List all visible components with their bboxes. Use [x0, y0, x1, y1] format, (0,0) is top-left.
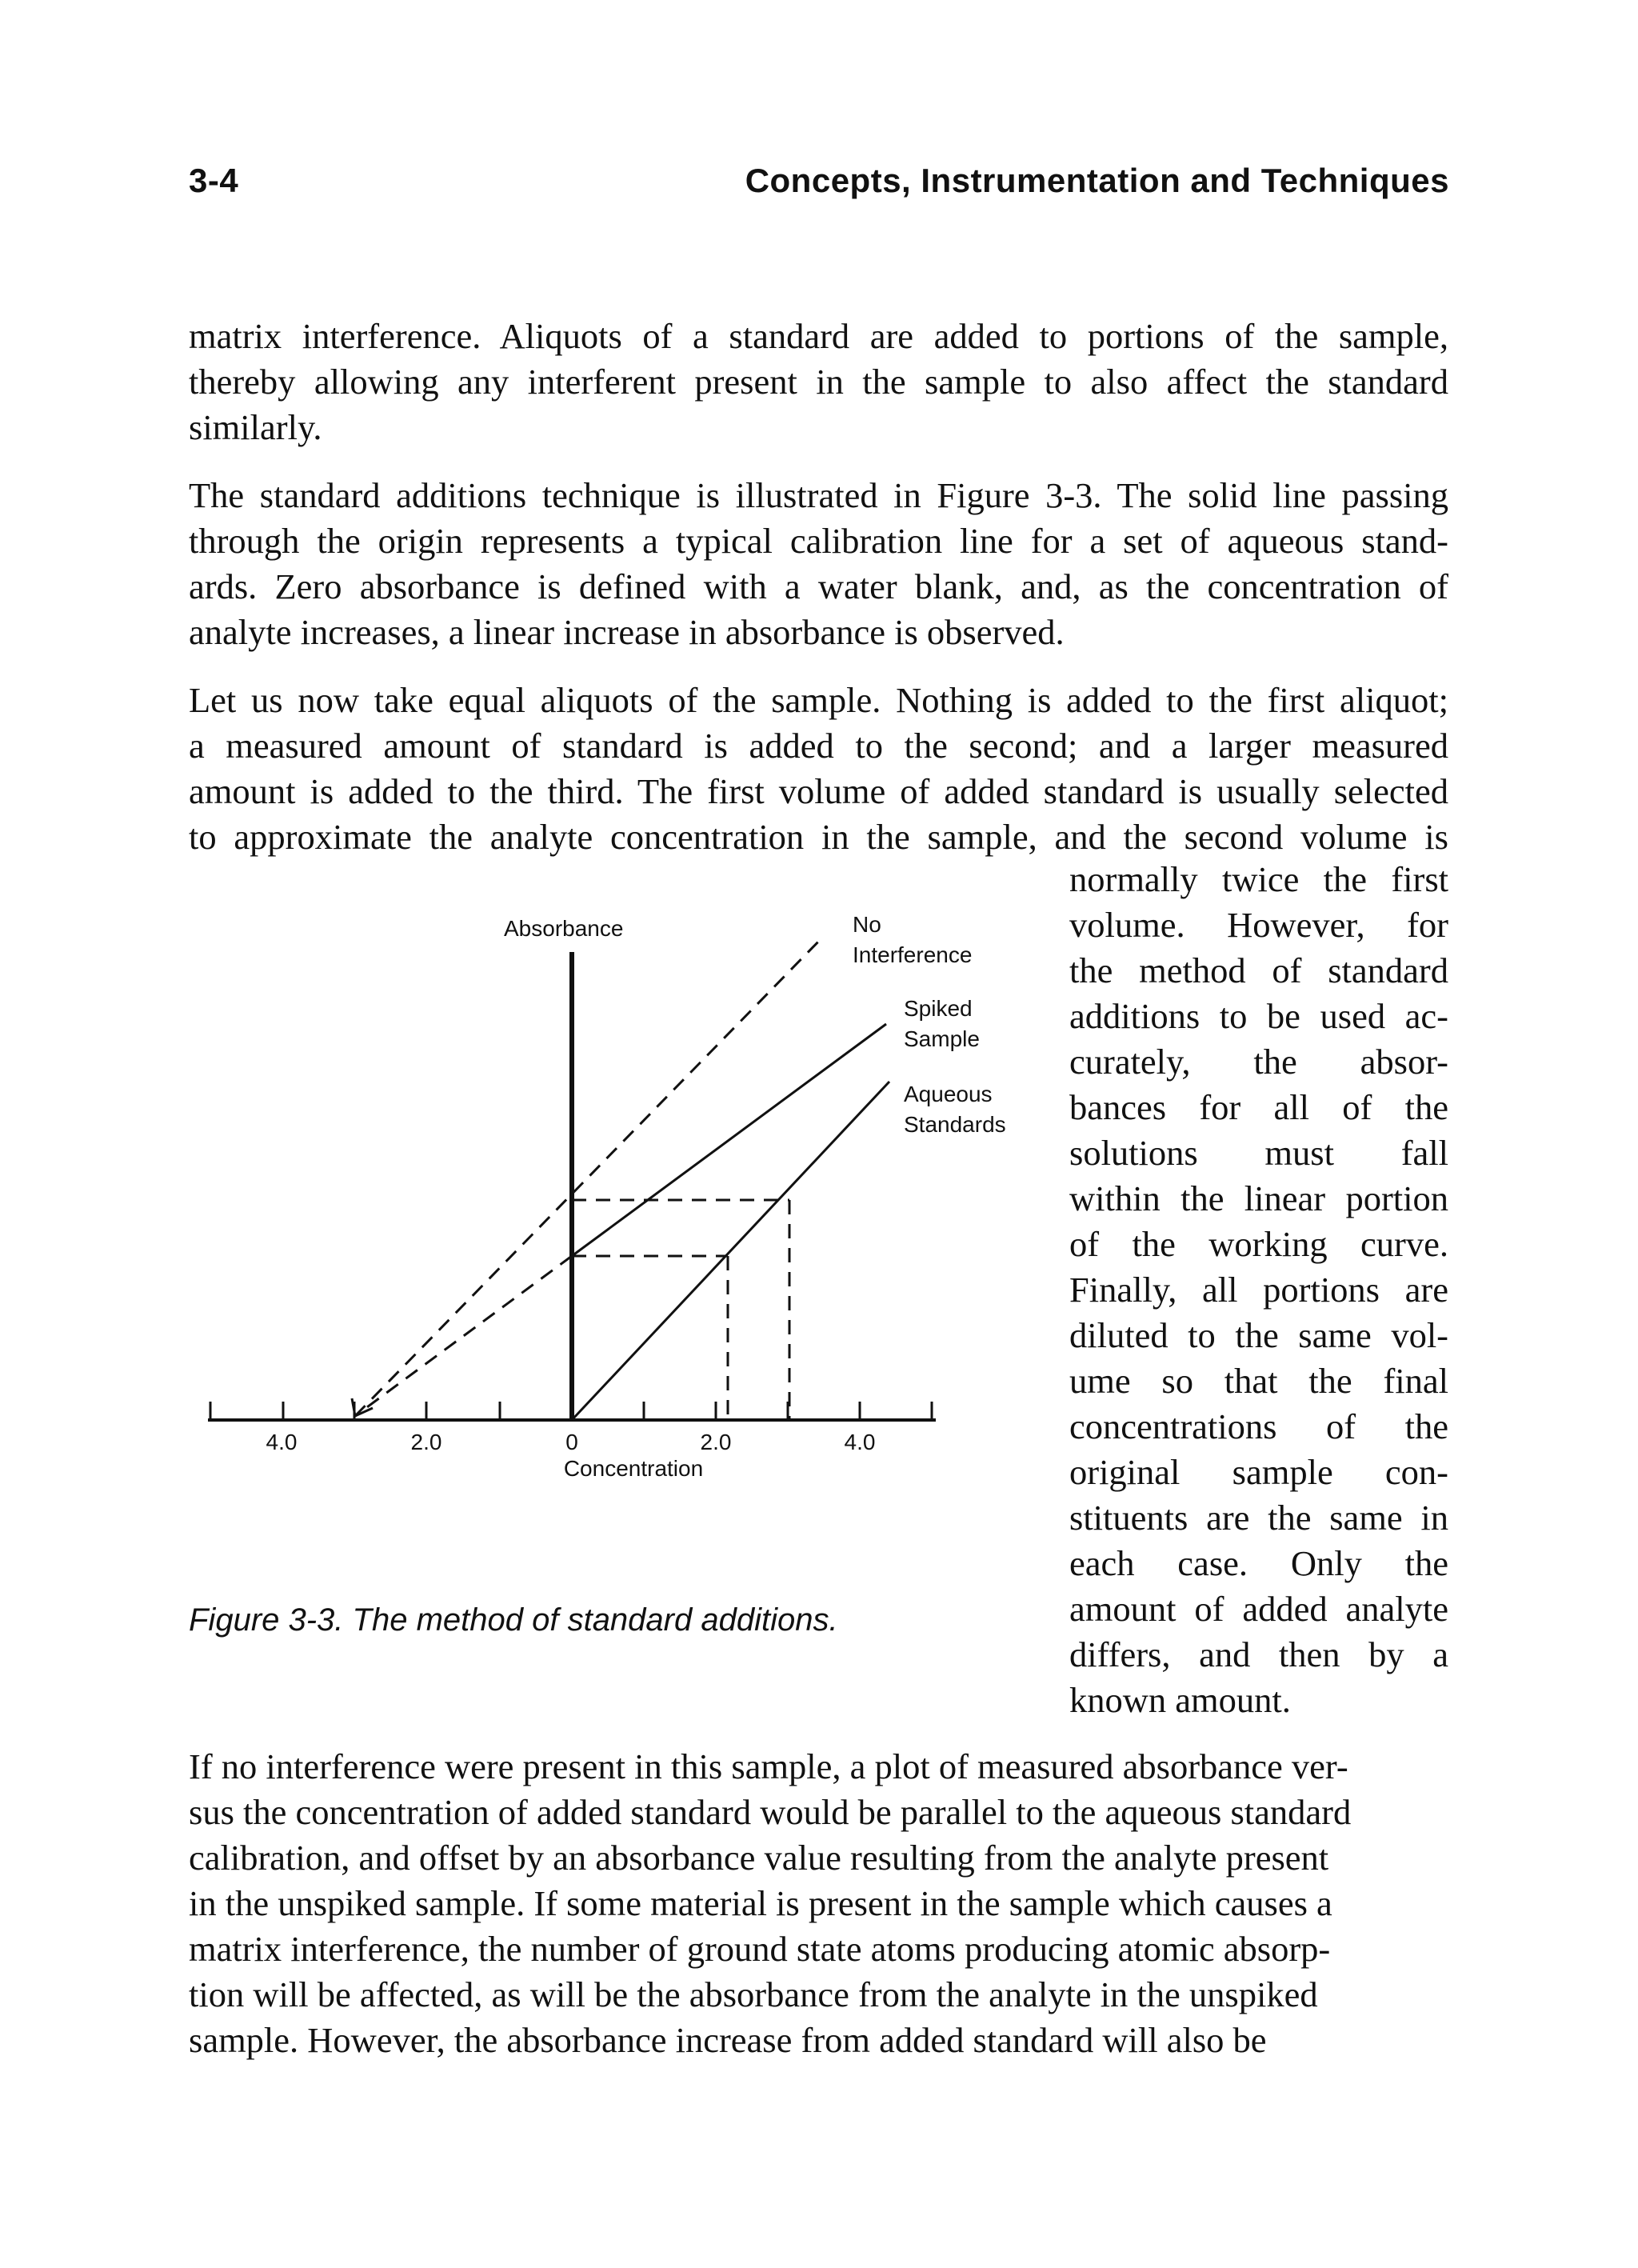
side-text-line: Finally, all portions are: [1069, 1270, 1448, 1310]
paragraph-1: [189, 314, 1448, 450]
aqueous-standards-line: [572, 1082, 889, 1420]
side-text-line: volume. However, for: [1069, 905, 1448, 945]
spiked-sample-label-1: Spiked: [904, 996, 973, 1021]
side-text-line: concentrations of the: [1069, 1406, 1448, 1446]
page-number: 3-4: [189, 162, 239, 199]
side-text-line: stituents are the same in: [1069, 1498, 1448, 1538]
no-interference-label-2: Interference: [853, 942, 973, 967]
text-line: sample. However, the absorbance increase from added standard will also be: [189, 2020, 1267, 2060]
no-interference-line: [355, 936, 824, 1416]
side-text-line: each case. Only the: [1069, 1543, 1448, 1583]
text-line: sus the concentration of added standard would be parallel to the aqueous standard: [189, 1792, 1352, 1832]
side-text-line: amount of added analyte: [1069, 1589, 1448, 1629]
side-text-line: diluted to the same vol-: [1069, 1315, 1448, 1355]
text-line: matrix interference. Aliquots of a standard are added to portions of the sample,: [189, 316, 1448, 356]
text-line: a measured amount of standard is added to the second; and a larger measured: [189, 726, 1448, 766]
closing-paragraph: [189, 1744, 1448, 2063]
text-line: similarly.: [189, 407, 322, 447]
side-text-line: differs, and then by a: [1069, 1634, 1448, 1674]
x-tick-label: 2.0: [700, 1430, 732, 1454]
text-line: in the unspiked sample. If some material is present in the sample which causes a: [189, 1883, 1332, 1923]
text-line: The standard additions technique is illustrated in Figure 3-3. The solid line passing: [189, 475, 1448, 515]
side-text-line: bances for all of the: [1069, 1087, 1448, 1127]
running-title: Concepts, Instrumentation and Techniques: [745, 162, 1449, 199]
no-interference-label-1: No: [853, 912, 881, 937]
x-tick-label: 4.0: [266, 1430, 298, 1454]
standard-additions-chart: [184, 904, 1032, 1528]
spiked-sample-line: [572, 1024, 886, 1256]
x-tick-label: 4.0: [844, 1430, 876, 1454]
aqueous-standards-label-1: Aqueous: [904, 1082, 993, 1106]
figure-caption: Figure 3-3. The method of standard additions.: [189, 1602, 838, 1638]
side-text-line: additions to be used ac-: [1069, 996, 1448, 1036]
side-text-line: of the working curve.: [1069, 1224, 1448, 1264]
text-line: amount is added to the third. The first volume of added standard is usually selected: [189, 771, 1448, 811]
text-line: through the origin represents a typical calibration line for a set of aqueous stand-: [189, 521, 1448, 561]
spiked-sample-label-2: Sample: [904, 1026, 980, 1051]
x-tick-label: 2.0: [410, 1430, 442, 1454]
side-text-line: normally twice the first: [1069, 859, 1448, 899]
paragraph-3: [189, 678, 1448, 860]
y-axis-label: Absorbance: [504, 916, 624, 941]
side-text: [1069, 857, 1448, 1723]
side-text-line: solutions must fall: [1069, 1133, 1448, 1173]
side-text-line: original sample con-: [1069, 1452, 1448, 1492]
text-line: to approximate the analyte concentration in the sample, and the second volume is: [189, 817, 1448, 857]
text-line: Let us now take equal aliquots of the sample. Nothing is added to the first aliquot;: [189, 680, 1448, 720]
text-line: tion will be affected, as will be the absorbance from the analyte in the unspiked: [189, 1974, 1318, 2014]
paragraph-2: [189, 473, 1448, 655]
figure-3-3: [184, 904, 1032, 1528]
text-line: calibration, and offset by an absorbance value resulting from the analyte present: [189, 1838, 1329, 1878]
text-line: thereby allowing any interferent present in the sample to also affect the standard: [189, 362, 1448, 402]
spiked-extrapolation-line: [355, 1256, 572, 1416]
text-line: If no interference were present in this sample, a plot of measured absorbance ver-: [189, 1746, 1348, 1786]
text-line: matrix interference, the number of ground state atoms producing atomic absorp-: [189, 1929, 1331, 1969]
aqueous-standards-label-2: Standards: [904, 1112, 1006, 1137]
x-tick-label: 0: [565, 1430, 578, 1454]
side-text-line: curately, the absor-: [1069, 1042, 1448, 1082]
text-line: analyte increases, a linear increase in absorbance is observed.: [189, 612, 1065, 652]
side-text-line: within the linear portion: [1069, 1178, 1448, 1218]
side-text-line: ume so that the final: [1069, 1361, 1448, 1401]
x-axis-label: Concentration: [563, 1456, 704, 1481]
text-line: ards. Zero absorbance is defined with a water blank, and, as the concentration of: [189, 566, 1448, 606]
side-text-line: known amount.: [1069, 1680, 1291, 1720]
side-text-line: the method of standard: [1069, 950, 1448, 990]
